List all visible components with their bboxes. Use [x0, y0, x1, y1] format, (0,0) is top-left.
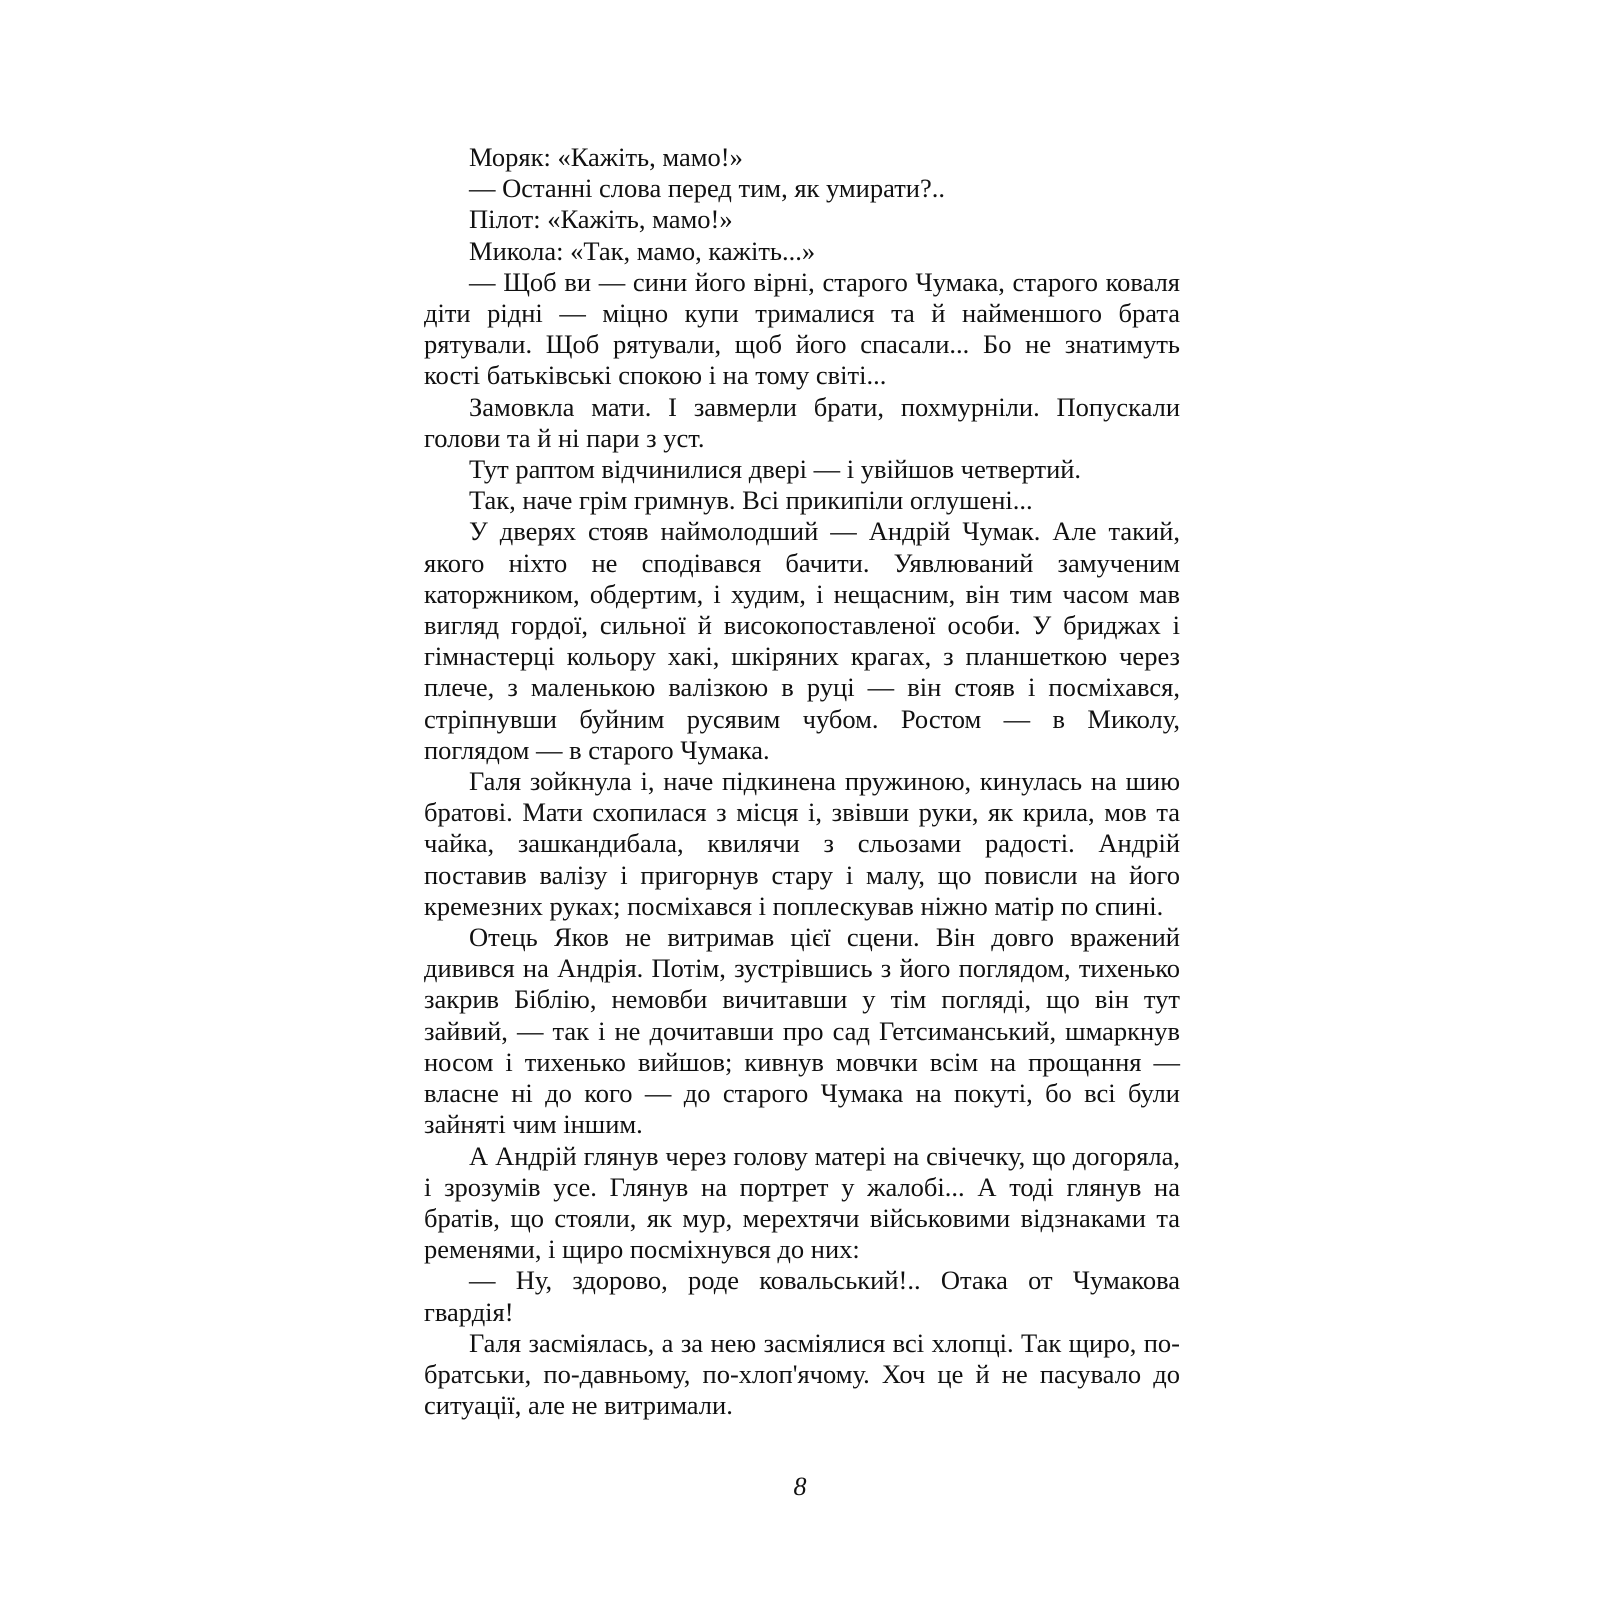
paragraph: Пілот: «Кажіть, мамо!»	[469, 204, 733, 235]
paragraph: Так, наче грім гримнув. Всі прикипіли оглушені...	[469, 485, 1033, 516]
paragraph: Галя засміялась, а за нею засміялися всі хлопці. Так щиро, по-братськи, по-давньому, по-хлоп'ячому. Хоч це й не пасувало до ситуації, але не витримали.	[424, 1327, 1180, 1421]
paragraph: Микола: «Так, мамо, кажіть...»	[469, 235, 816, 266]
body-text	[424, 142, 1180, 1421]
paragraph: — Щоб ви — сини його вірні, старого Чумака, старого коваля діти рідні — міцно купи трималися та й найменшого брата рятували. Щоб рятували, щоб його спасали... Бо не знатимуть кості батьківські спокою і на тому світі...	[424, 266, 1180, 391]
paragraph: Тут раптом відчинилися двері — і увійшов четвертий.	[469, 454, 1082, 485]
paragraph: Моряк: «Кажіть, мамо!»	[469, 142, 743, 172]
paragraph: Замовкла мати. І завмерли брати, похмурніли. Попускали голови та й ні пари з уст.	[424, 391, 1180, 453]
paragraph: Отець Яков не витримав цієї сцени. Він довго вражений дивився на Андрія. Потім, зустрівшись з його поглядом, тихенько закрив Біблію, немовби вичитавши у тім погляді, що він тут зайвий, — так і не дочитавши про сад Гетсиманський, шмаркнув носом і тихенько вийшов; кивнув мовчки всім на прощання — власне ні до кого — до старого Чумака на покуті, бо всі були зайняті чим іншим.	[424, 922, 1180, 1140]
paragraph: А Андрій глянув через голову матері на свічечку, що догоряла, і зрозумів усе. Глянув на портрет у жалобі... А тоді глянув на братів, що стояли, як мур, мерехтячи військовими відзнаками та ременями, і щиро посміхнувся до них:	[424, 1140, 1180, 1265]
paragraph: — Останні слова перед тим, як умирати?..	[469, 173, 945, 204]
paragraph: У дверях стояв наймолодший — Андрій Чумак. Але такий, якого ніхто не сподівався бачити. Уявлюваний замученим каторжником, обдертим, і худим, і нещасним, він тим часом мав вигляд гордої, сильної й високопоставленої особи. У бриджах і гімнастерці кольору хакі, шкіряних крагах, з планшеткою через плече, з маленькою валізкою в руці — він стояв і посміхався, стріпнувши буйним русявим чубом. Ростом — в Миколу, поглядом — в старого Чумака.	[424, 516, 1180, 765]
page-number: 8	[793, 1472, 807, 1501]
paragraph: Галя зойкнула і, наче підкинена пружиною, кинулась на шию братові. Мати схопилася з місця і, звівши руки, як крила, мов та чайка, зашкандибала, квилячи з сльозами радості. Андрій поставив валізу і пригорнув стару і малу, що повисли на його кремезних руках; посміхався і поплескував ніжно матір по спині.	[424, 766, 1180, 921]
paragraph: — Ну, здорово, роде ковальський!.. Отака от Чумакова гвардія!	[424, 1265, 1180, 1327]
